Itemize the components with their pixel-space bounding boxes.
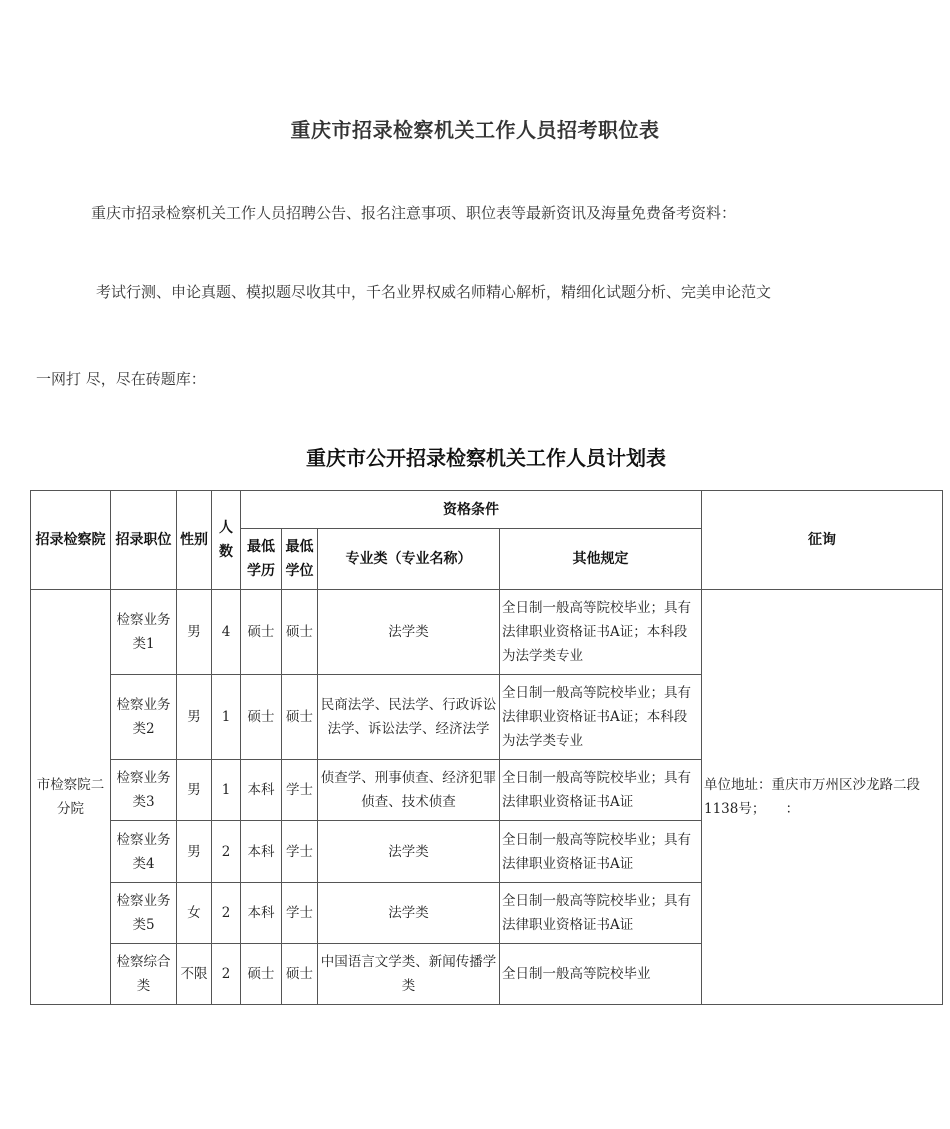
count-cell: 1 [212,675,241,760]
education-cell: 本科 [241,821,282,883]
education-cell: 本科 [241,883,282,944]
header-other: 其他规定 [500,529,702,590]
header-position: 招录职位 [111,491,177,590]
education-cell: 硕士 [241,675,282,760]
count-cell: 2 [212,883,241,944]
degree-cell: 学士 [282,760,318,821]
other-requirements-cell: 全日制一般高等院校毕业；具有法律职业资格证书A证 [500,821,702,883]
major-cell: 侦查学、刑事侦查、经济犯罪侦查、技术侦查 [318,760,500,821]
other-requirements-cell: 全日制一般高等院校毕业 [500,944,702,1005]
count-cell: 2 [212,944,241,1005]
major-cell: 法学类 [318,821,500,883]
degree-cell: 硕士 [282,590,318,675]
header-row-1 [31,491,943,529]
position-cell: 检察业务类5 [111,883,177,944]
degree-cell: 学士 [282,883,318,944]
count-cell: 2 [212,821,241,883]
header-major: 专业类（专业名称） [318,529,500,590]
header-degree: 最低学位 [282,529,318,590]
header-count: 人数 [212,491,241,590]
degree-cell: 硕士 [282,675,318,760]
other-requirements-cell: 全日制一般高等院校毕业；具有法律职业资格证书A证 [500,883,702,944]
header-inquiry: 征询 [702,491,943,590]
recruitment-plan-table [30,490,943,1005]
other-requirements-cell: 全日制一般高等院校毕业；具有法律职业资格证书A证；本科段为法学类专业 [500,590,702,675]
gender-cell: 女 [177,883,212,944]
count-cell: 1 [212,760,241,821]
count-cell: 4 [212,590,241,675]
header-procuratorate: 招录检察院 [31,491,111,590]
position-cell: 检察业务类1 [111,590,177,675]
gender-cell: 男 [177,590,212,675]
position-cell: 检察业务类3 [111,760,177,821]
header-education: 最低学历 [241,529,282,590]
intro-paragraph-2: 考试行测、申论真题、模拟题尽收其中，千名业界权威名师精心解析，精细化试题分析、完美申论范文 [96,283,772,301]
major-cell: 民商法学、民法学、行政诉讼法学、诉讼法学、经济法学 [318,675,500,760]
inquiry-cell: 单位地址：重庆市万州区沙龙路二段1138号； ： [702,590,943,1005]
position-cell: 检察业务类4 [111,821,177,883]
education-cell: 本科 [241,760,282,821]
gender-cell: 不限 [177,944,212,1005]
education-cell: 硕士 [241,944,282,1005]
document-title: 重庆市招录检察机关工作人员招考职位表 [290,118,660,142]
education-cell: 硕士 [241,590,282,675]
major-cell: 法学类 [318,883,500,944]
table-title: 重庆市公开招录检察机关工作人员计划表 [306,446,666,470]
degree-cell: 学士 [282,821,318,883]
intro-paragraph-1: 重庆市招录检察机关工作人员招聘公告、报名注意事项、职位表等最新资讯及海量免费备考资料： [91,204,737,222]
position-cell: 检察综合类 [111,944,177,1005]
gender-cell: 男 [177,760,212,821]
procuratorate-cell: 市检察院二分院 [31,590,111,1005]
other-requirements-cell: 全日制一般高等院校毕业；具有法律职业资格证书A证；本科段为法学类专业 [500,675,702,760]
position-cell: 检察业务类2 [111,675,177,760]
gender-cell: 男 [177,821,212,883]
table-row [31,590,943,675]
major-cell: 中国语言文学类、新闻传播学类 [318,944,500,1005]
header-qualifications: 资格条件 [241,491,702,529]
header-gender: 性别 [177,491,212,590]
intro-paragraph-3: 一网打 尽，尽在砖题库： [36,370,206,388]
other-requirements-cell: 全日制一般高等院校毕业；具有法律职业资格证书A证 [500,760,702,821]
degree-cell: 硕士 [282,944,318,1005]
major-cell: 法学类 [318,590,500,675]
gender-cell: 男 [177,675,212,760]
